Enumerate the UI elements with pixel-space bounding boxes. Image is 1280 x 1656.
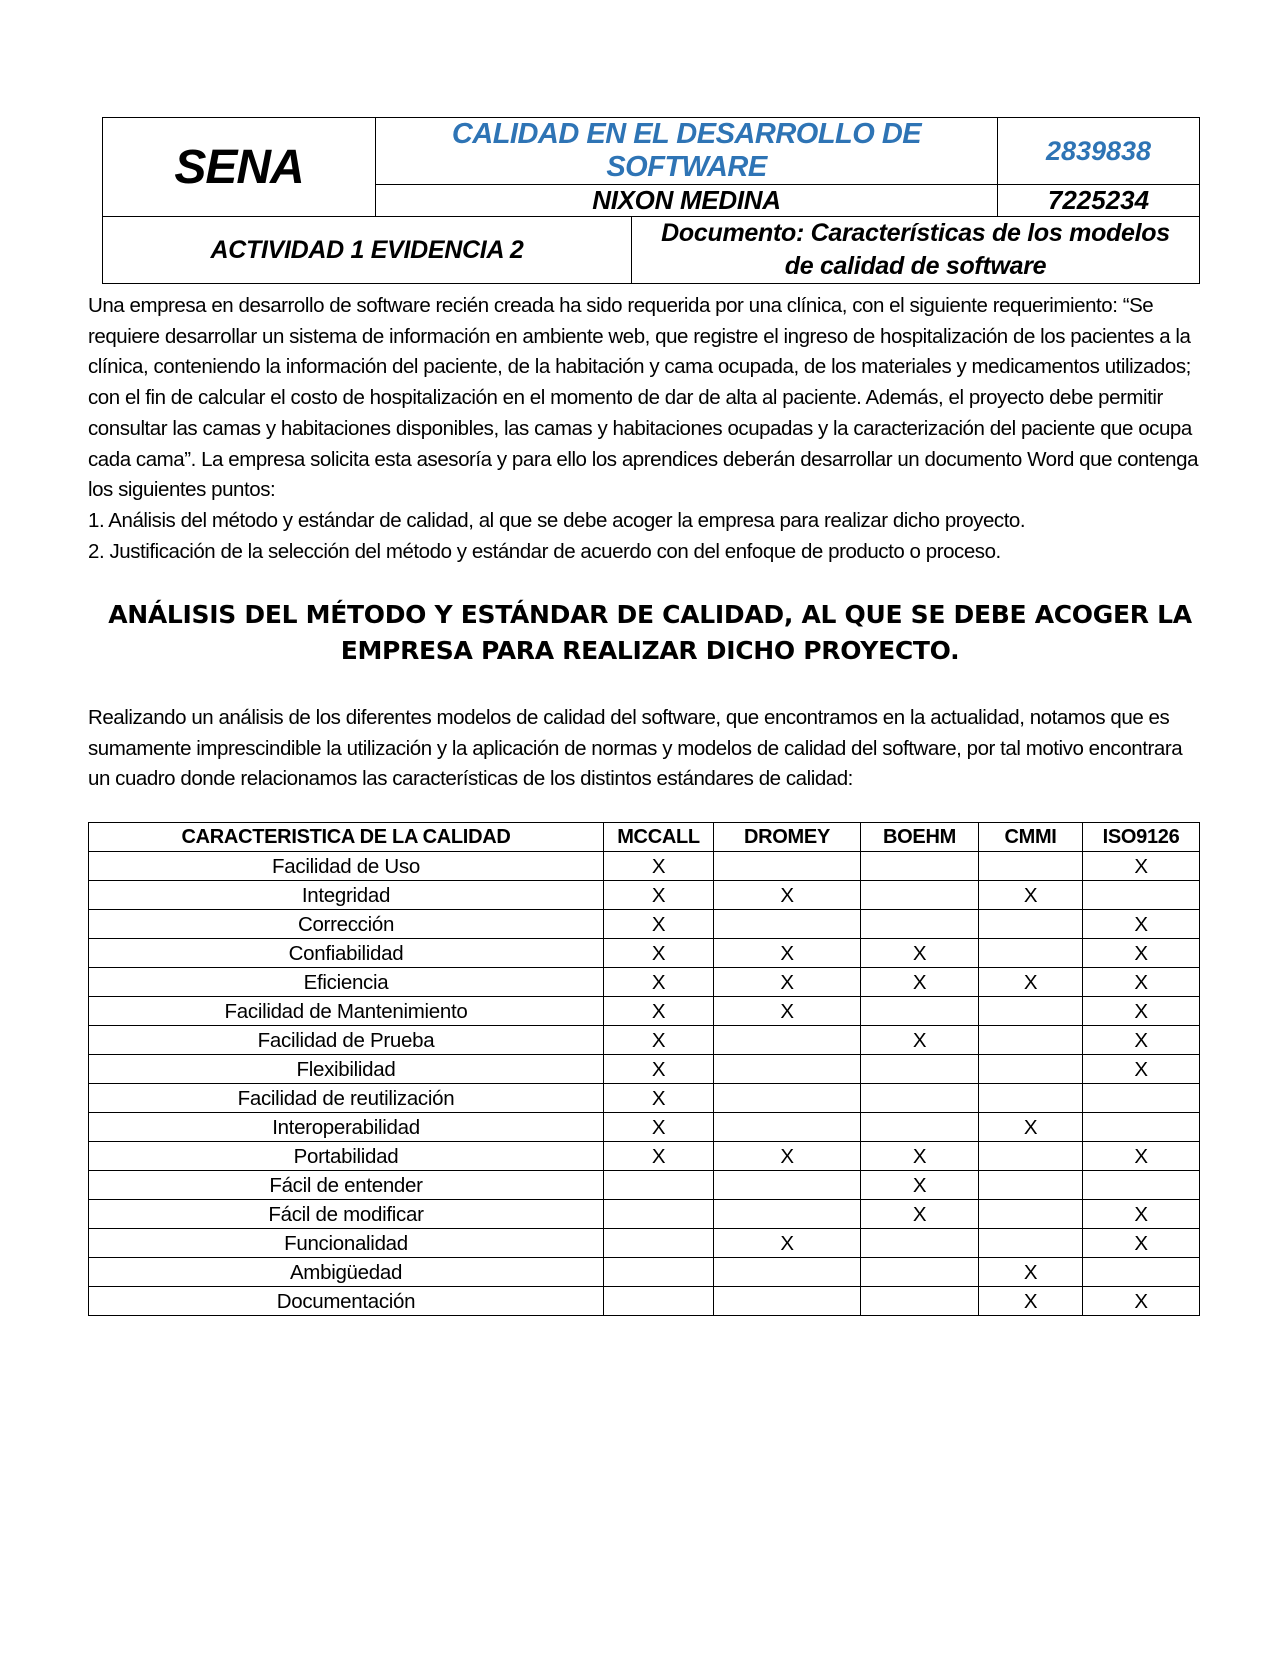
- model-mark-cell: X: [1083, 852, 1200, 881]
- model-mark-cell: [861, 1229, 979, 1258]
- document-title: [632, 217, 1200, 284]
- model-mark-cell: [604, 1287, 714, 1316]
- model-mark-cell: [861, 910, 979, 939]
- characteristic-cell: Facilidad de Prueba: [89, 1026, 604, 1055]
- model-mark-cell: [714, 910, 861, 939]
- column-header: CARACTERISTICA DE LA CALIDAD: [89, 823, 604, 852]
- quality-table: [88, 822, 1200, 1316]
- model-mark-cell: [979, 910, 1083, 939]
- characteristic-cell: Flexibilidad: [89, 1055, 604, 1084]
- model-mark-cell: [1083, 1084, 1200, 1113]
- table-row: [89, 1258, 1200, 1287]
- model-mark-cell: X: [714, 1142, 861, 1171]
- table-row: [89, 1055, 1200, 1084]
- header-table: [102, 117, 1200, 284]
- model-mark-cell: X: [604, 881, 714, 910]
- table-row: [89, 1142, 1200, 1171]
- table-row: [89, 910, 1200, 939]
- model-mark-cell: X: [1083, 1287, 1200, 1316]
- model-mark-cell: [714, 852, 861, 881]
- model-mark-cell: [714, 1287, 861, 1316]
- course-title: CALIDAD EN EL DESARROLLO DE SOFTWARE: [376, 118, 998, 185]
- model-mark-cell: [861, 1287, 979, 1316]
- model-mark-cell: [714, 1026, 861, 1055]
- model-mark-cell: X: [1083, 1055, 1200, 1084]
- model-mark-cell: [979, 1026, 1083, 1055]
- model-mark-cell: [861, 1055, 979, 1084]
- model-mark-cell: X: [1083, 997, 1200, 1026]
- model-mark-cell: X: [714, 939, 861, 968]
- table-body: [89, 852, 1200, 1316]
- model-mark-cell: [714, 1055, 861, 1084]
- model-mark-cell: X: [1083, 968, 1200, 997]
- model-mark-cell: X: [604, 1026, 714, 1055]
- model-mark-cell: [604, 1171, 714, 1200]
- characteristic-cell: Fácil de entender: [89, 1171, 604, 1200]
- model-mark-cell: [979, 1171, 1083, 1200]
- model-mark-cell: X: [861, 1026, 979, 1055]
- table-row: [89, 939, 1200, 968]
- table-row: [89, 852, 1200, 881]
- model-mark-cell: [979, 1229, 1083, 1258]
- characteristic-cell: Funcionalidad: [89, 1229, 604, 1258]
- intro-text: [88, 291, 1208, 567]
- table-row: [89, 1084, 1200, 1113]
- model-mark-cell: X: [714, 997, 861, 1026]
- table-row: [89, 1026, 1200, 1055]
- table-row: [89, 1113, 1200, 1142]
- institution-name: SENA: [103, 118, 376, 217]
- section-title: ANÁLISIS DEL MÉTODO Y ESTÁNDAR DE CALIDAD, AL QUE SE DEBE ACOGER LA EMPRESA PARA REALIZAR DICHO PROYECTO.: [108, 600, 1192, 665]
- model-mark-cell: X: [604, 939, 714, 968]
- model-mark-cell: [861, 1113, 979, 1142]
- characteristic-cell: Portabilidad: [89, 1142, 604, 1171]
- model-mark-cell: X: [861, 1200, 979, 1229]
- model-mark-cell: X: [714, 968, 861, 997]
- column-header: ISO9126: [1083, 823, 1200, 852]
- table-row: [89, 1200, 1200, 1229]
- model-mark-cell: X: [1083, 1142, 1200, 1171]
- model-mark-cell: X: [861, 1171, 979, 1200]
- characteristic-cell: Facilidad de Mantenimiento: [89, 997, 604, 1026]
- model-mark-cell: X: [979, 881, 1083, 910]
- model-mark-cell: X: [604, 1113, 714, 1142]
- model-mark-cell: X: [1083, 939, 1200, 968]
- model-mark-cell: X: [714, 881, 861, 910]
- model-mark-cell: X: [604, 1084, 714, 1113]
- table-row: [89, 1229, 1200, 1258]
- model-mark-cell: [714, 1113, 861, 1142]
- model-mark-cell: X: [604, 910, 714, 939]
- model-mark-cell: [861, 997, 979, 1026]
- column-header: MCCALL: [604, 823, 714, 852]
- course-code: 2839838: [998, 118, 1200, 185]
- table-row: [89, 968, 1200, 997]
- table-row: [89, 881, 1200, 910]
- model-mark-cell: [861, 852, 979, 881]
- model-mark-cell: [604, 1229, 714, 1258]
- activity-label: ACTIVIDAD 1 EVIDENCIA 2: [103, 217, 632, 284]
- model-mark-cell: X: [861, 1142, 979, 1171]
- model-mark-cell: [861, 1084, 979, 1113]
- model-mark-cell: [604, 1258, 714, 1287]
- document-title-line2: de calidad de software: [784, 252, 1047, 280]
- model-mark-cell: [714, 1200, 861, 1229]
- model-mark-cell: X: [979, 1287, 1083, 1316]
- model-mark-cell: X: [979, 1258, 1083, 1287]
- characteristic-cell: Ambigüedad: [89, 1258, 604, 1287]
- characteristic-cell: Fácil de modificar: [89, 1200, 604, 1229]
- model-mark-cell: [979, 852, 1083, 881]
- model-mark-cell: [714, 1258, 861, 1287]
- column-header: DROMEY: [714, 823, 861, 852]
- table-row: [89, 1171, 1200, 1200]
- model-mark-cell: [1083, 881, 1200, 910]
- characteristic-cell: Corrección: [89, 910, 604, 939]
- model-mark-cell: X: [604, 968, 714, 997]
- model-mark-cell: X: [1083, 1229, 1200, 1258]
- characteristic-cell: Eficiencia: [89, 968, 604, 997]
- model-mark-cell: X: [861, 968, 979, 997]
- model-mark-cell: [979, 1055, 1083, 1084]
- model-mark-cell: [1083, 1171, 1200, 1200]
- student-name: NIXON MEDINA: [376, 185, 998, 217]
- characteristic-cell: Documentación: [89, 1287, 604, 1316]
- model-mark-cell: [1083, 1113, 1200, 1142]
- model-mark-cell: X: [861, 939, 979, 968]
- student-id: 7225234: [998, 185, 1200, 217]
- model-mark-cell: [714, 1084, 861, 1113]
- model-mark-cell: X: [1083, 1200, 1200, 1229]
- column-header: CMMI: [979, 823, 1083, 852]
- model-mark-cell: [714, 1171, 861, 1200]
- model-mark-cell: [604, 1200, 714, 1229]
- characteristic-cell: Facilidad de Uso: [89, 852, 604, 881]
- characteristic-cell: Confiabilidad: [89, 939, 604, 968]
- model-mark-cell: [979, 1200, 1083, 1229]
- model-mark-cell: X: [979, 1113, 1083, 1142]
- model-mark-cell: X: [1083, 1026, 1200, 1055]
- table-row: [89, 997, 1200, 1026]
- table-row: [89, 1287, 1200, 1316]
- analysis-paragraph: Realizando un análisis de los diferentes modelos de calidad del software, que encontramos en la actualidad, notamos que es sumamente imprescindible la utilización y la aplicación de normas y modelos de calidad del software, por tal motivo encontrara un cuadro donde relacionamos las características de los distintos estándares de calidad:: [88, 706, 1183, 791]
- characteristic-cell: Facilidad de reutilización: [89, 1084, 604, 1113]
- column-header: BOEHM: [861, 823, 979, 852]
- model-mark-cell: [979, 939, 1083, 968]
- characteristic-cell: Integridad: [89, 881, 604, 910]
- model-mark-cell: X: [604, 852, 714, 881]
- model-mark-cell: [979, 1084, 1083, 1113]
- model-mark-cell: [1083, 1258, 1200, 1287]
- intro-point-2: 2. Justificación de la selección del método y estándar de acuerdo con del enfoque de producto o proceso.: [88, 539, 1001, 563]
- intro-paragraph: Una empresa en desarrollo de software recién creada ha sido requerida por una clínica, con el siguiente requerimiento: “Se requiere desarrollar un sistema de información en ambiente web, que registre el ingreso de hospitalización de los pacientes a la clínica, conteniendo la información del paciente, de la habitación y cama ocupada, de los materiales y medicamentos utilizados; con el fin de calcular el costo de hospitalización en el momento de dar de alta al paciente. Además, el proyecto debe permitir consultar las camas y habitaciones disponibles, las camas y habitaciones ocupadas y la caracterización del paciente que ocupa cada cama”. La empresa solicita esta asesoría y para ello los aprendices deberán desarrollar un documento Word que contenga los siguientes puntos:: [88, 294, 1199, 502]
- intro-point-1: 1. Análisis del método y estándar de calidad, al que se debe acoger la empresa para realizar dicho proyecto.: [88, 508, 1026, 532]
- document-title-line1: Documento: Características de los modelos: [661, 219, 1170, 247]
- table-header-row: [89, 823, 1200, 852]
- model-mark-cell: [979, 1142, 1083, 1171]
- model-mark-cell: X: [979, 968, 1083, 997]
- model-mark-cell: [861, 1258, 979, 1287]
- model-mark-cell: X: [604, 997, 714, 1026]
- model-mark-cell: [861, 881, 979, 910]
- model-mark-cell: X: [604, 1142, 714, 1171]
- characteristic-cell: Interoperabilidad: [89, 1113, 604, 1142]
- model-mark-cell: X: [1083, 910, 1200, 939]
- model-mark-cell: X: [604, 1055, 714, 1084]
- model-mark-cell: [979, 997, 1083, 1026]
- model-mark-cell: X: [714, 1229, 861, 1258]
